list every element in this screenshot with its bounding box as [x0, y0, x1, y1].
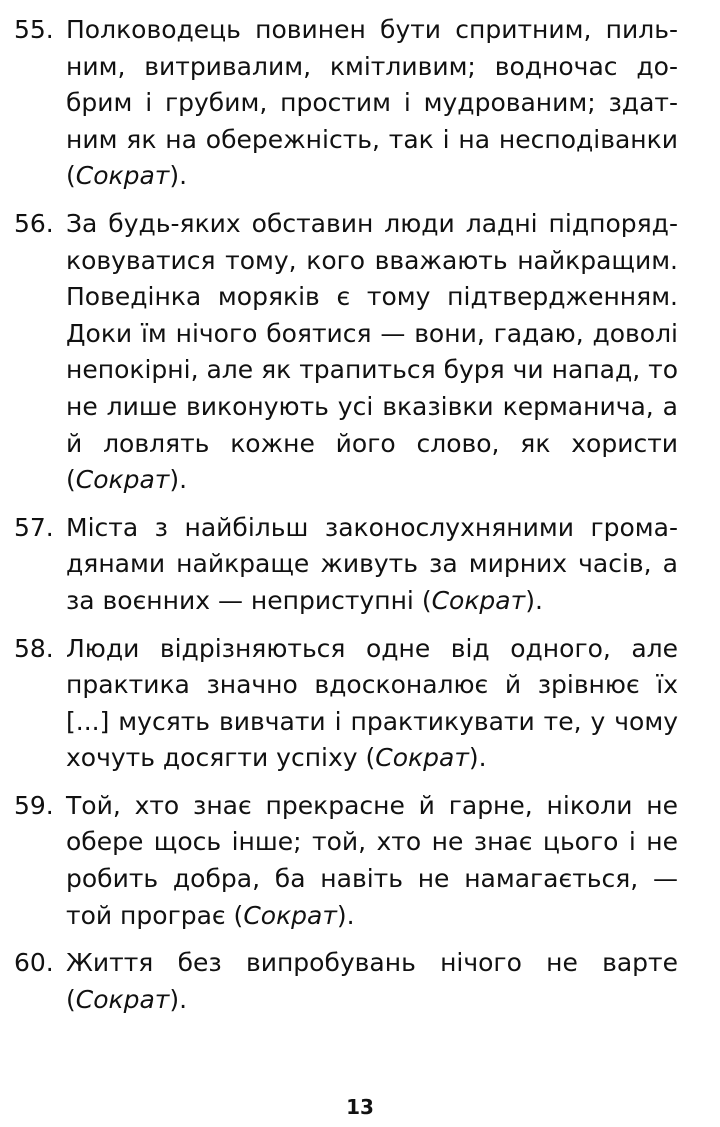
quote-text: Той, хто знає прекрасне й гарне, ніколи не обере щось інше; той, хто не знає цього і не робить добра, ба навіть не намагається, — той програє [66, 790, 678, 930]
quote-author: Сократ [75, 161, 170, 191]
quote-item [14, 206, 678, 499]
quote-text-block: Життя без випробувань нічого не варте (Сократ). [66, 948, 678, 1014]
quote-number: 59. [14, 790, 54, 820]
quote-number: 56. [14, 208, 54, 238]
quote-author: Сократ [75, 984, 170, 1014]
quote-text: Життя без випробувань нічого не варте [66, 948, 678, 978]
quote-number: 55. [14, 15, 54, 44]
quote-text: Міста з найбільш законослухняними громадянами найкраще живуть за мирних часів, а за воєнних — неприступні [66, 512, 678, 615]
quote-text-block: Міста з найбільш законослухняними громадянами найкраще живуть за мирних часів, а за воєнних — неприступні (Сократ). [66, 512, 678, 615]
quote-author: Сократ [431, 585, 526, 615]
quote-author: Сократ [375, 743, 469, 773]
quote-list [14, 12, 678, 1029]
quote-text-block: За будь-яких обставин люди ладні підпорядковуватися тому, кого вважають найкращим. Поведінка моряків є тому підтвердженням. Доки їм нічого боятися — вони, гадаю, доволі непокірні, але як трапиться буря чи напад, то не лише виконують усі вказівки керманича, а й ловлять кожне його слово, як хористи (Сократ). [66, 208, 678, 495]
quote-text-block: Полководець повинен бути спритним, пильним, витривалим, кмітливим; водночас добрим і грубим, простим і мудрованим; здатним як на обережність, так і на несподіванки (Сократ). [66, 15, 678, 191]
quote-item [14, 945, 678, 1018]
quote-number: 57. [14, 512, 54, 542]
quote-number: 60. [14, 948, 54, 978]
quote-text: Полководець повинен бути спритним, пильним, витривалим, кмітливим; водночас добрим і грубим, простим і мудрованим; здатним як на обережність, так і на несподіванки [66, 15, 678, 154]
quote-author: Сократ [243, 900, 337, 930]
quote-item [14, 12, 678, 195]
quote-text-block: Той, хто знає прекрасне й гарне, ніколи не обере щось інше; той, хто не знає цього і не робить добра, ба навіть не намагається, — той програє (Сократ). [66, 790, 678, 930]
quote-item [14, 788, 678, 934]
quote-number: 58. [14, 633, 54, 663]
page-number: 13 [346, 1095, 374, 1119]
quote-text: За будь-яких обставин люди ладні підпорядковуватися тому, кого вважають найкращим. Поведінка моряків є тому підтвердженням. Доки їм нічого боятися — вони, гадаю, доволі непокірні, але як трапиться буря чи напад, то не лише виконують усі вказівки керманича, а й ловлять кожне його слово, як хористи [66, 208, 678, 458]
quote-item [14, 631, 678, 777]
quote-item [14, 510, 678, 620]
quote-text-block: Люди відрізняються одне від одного, але практика значно вдосконалює й зрівнює їх [...] мусять вивчати і практикувати те, у чому хочуть досягти успіху (Сократ). [66, 633, 678, 773]
quote-text: Люди відрізняються одне від одного, але практика значно вдосконалює й зрівнює їх [...] мусять вивчати і практикувати те, у чому хочуть досягти успіху [66, 633, 678, 773]
quote-author: Сократ [75, 465, 170, 495]
